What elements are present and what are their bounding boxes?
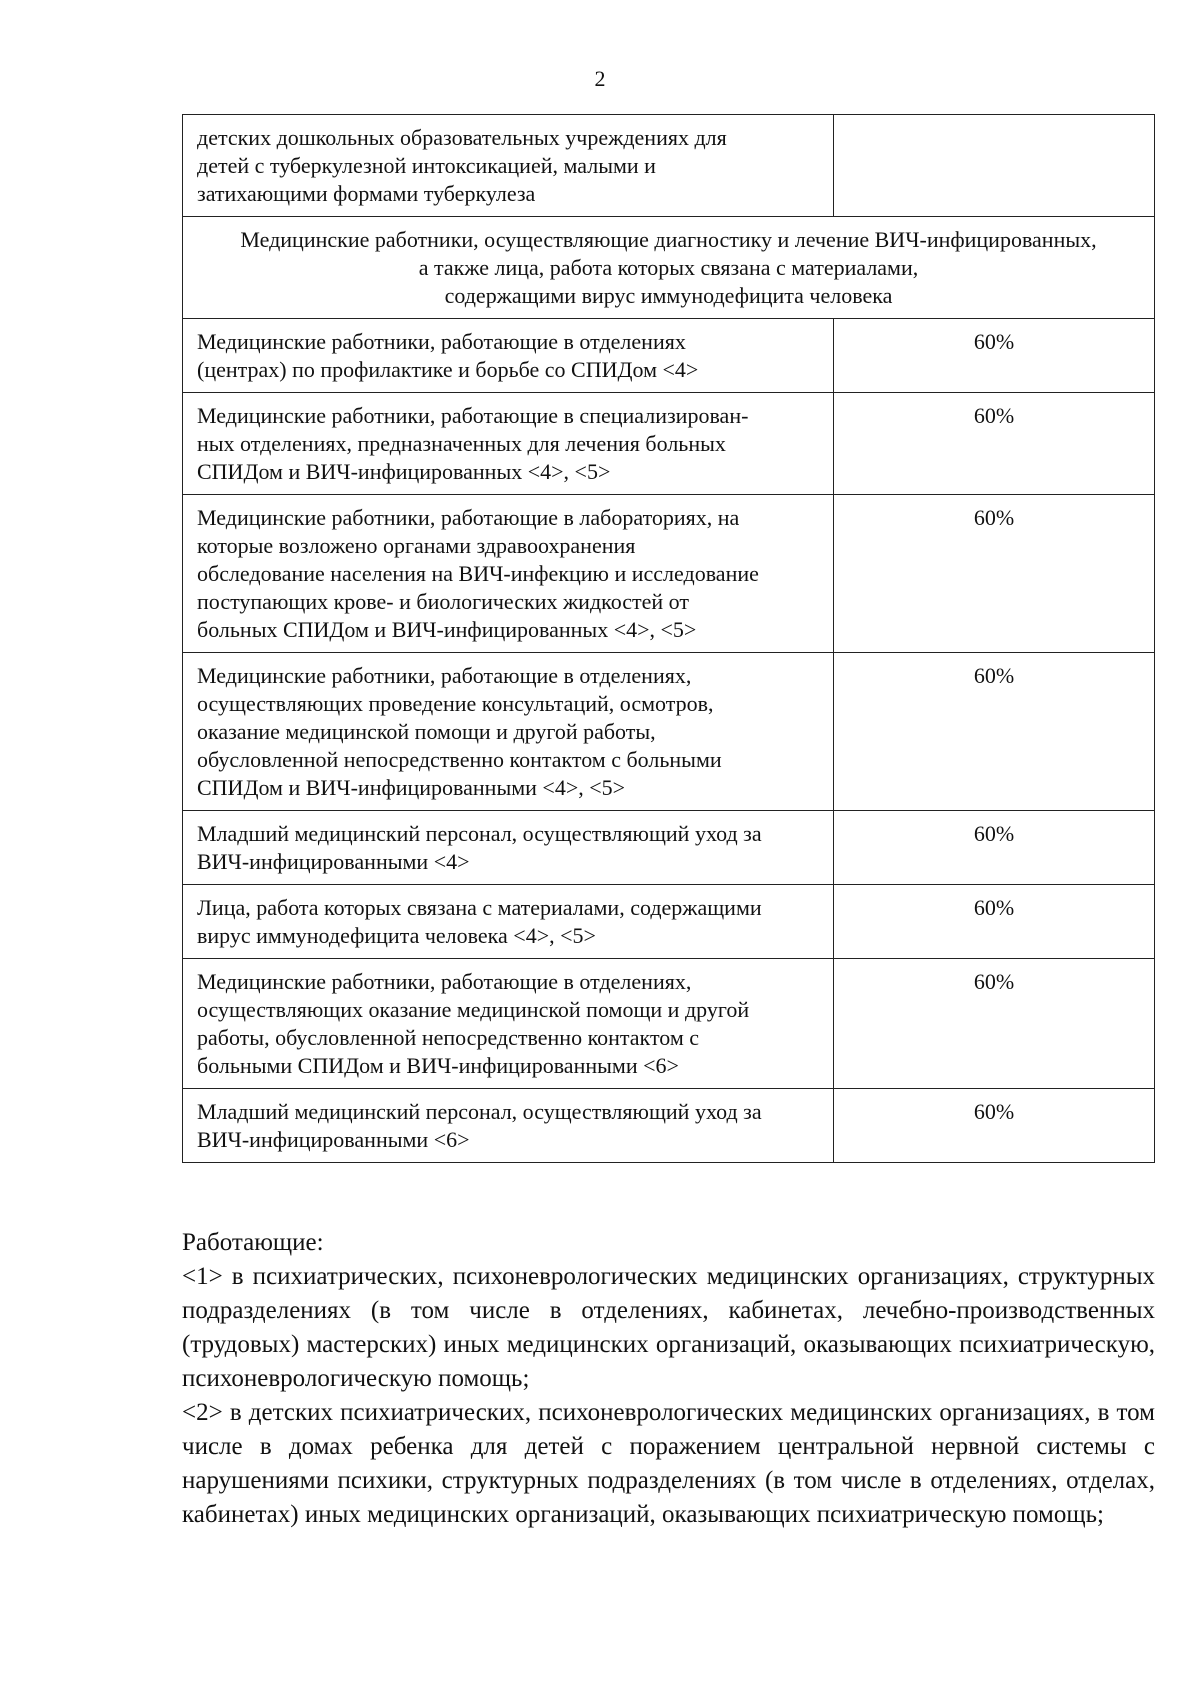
section-header-line: содержащими вирус иммунодефицита человека xyxy=(444,283,893,308)
cell-line: Младший медицинский персонал, осуществляющий уход за xyxy=(197,821,762,846)
table-row xyxy=(183,115,1155,217)
footnotes xyxy=(182,1226,1155,1532)
footnotes-heading: Работающие: xyxy=(182,1229,324,1256)
table-cell-value: 60% xyxy=(834,319,1155,393)
table-row xyxy=(183,319,1155,393)
cell-line: (центрах) по профилактике и борьбе со СПИДом <4> xyxy=(197,357,699,382)
cell-line: обследование населения на ВИЧ-инфекцию и исследование xyxy=(197,561,759,586)
section-header xyxy=(183,217,1155,319)
table-cell-description xyxy=(183,653,834,811)
table-cell-description xyxy=(183,115,834,217)
cell-line: больных СПИДом и ВИЧ-инфицированных <4>, <5> xyxy=(197,617,697,642)
cell-line: Медицинские работники, работающие в отделениях, xyxy=(197,969,692,994)
table-row xyxy=(183,885,1155,959)
table-cell-description xyxy=(183,1089,834,1163)
table-cell-value xyxy=(834,115,1155,217)
cell-line: Лица, работа которых связана с материалами, содержащими xyxy=(197,895,762,920)
cell-line: СПИДом и ВИЧ-инфицированных <4>, <5> xyxy=(197,459,611,484)
section-header-line: а также лица, работа которых связана с материалами, xyxy=(418,255,919,280)
cell-line: осуществляющих проведение консультаций, осмотров, xyxy=(197,691,714,716)
cell-line: затихающими формами туберкулеза xyxy=(197,181,536,206)
cell-line: Младший медицинский персонал, осуществляющий уход за xyxy=(197,1099,762,1124)
table-row xyxy=(183,495,1155,653)
table-cell-value: 60% xyxy=(834,393,1155,495)
cell-line: которые возложено органами здравоохранения xyxy=(197,533,636,558)
table-row xyxy=(183,959,1155,1089)
cell-line: осуществляющих оказание медицинской помощи и другой xyxy=(197,997,750,1022)
page-number: 2 xyxy=(594,66,606,91)
cell-line: детей с туберкулезной интоксикацией, малыми и xyxy=(197,153,656,178)
table-row xyxy=(183,393,1155,495)
cell-line: Медицинские работники, работающие в отделениях, xyxy=(197,663,692,688)
cell-line: СПИДом и ВИЧ-инфицированными <4>, <5> xyxy=(197,775,626,800)
footnote-item: <1> в психиатрических, психоневрологических медицинских организациях, структурных подразделениях (в том числе в отделениях, кабинетах, лечебно-производственных (трудовых) мастерских) иных медицинских организаций, оказывающих психиатрическую, психоневрологическую помощь; xyxy=(182,1263,1155,1392)
table-cell-value: 60% xyxy=(834,653,1155,811)
cell-line: детских дошкольных образовательных учреждениях для xyxy=(197,125,727,150)
cell-line: Медицинские работники, работающие в лабораториях, на xyxy=(197,505,740,530)
table-cell-value: 60% xyxy=(834,1089,1155,1163)
section-header-row xyxy=(183,217,1155,319)
table-cell-description xyxy=(183,495,834,653)
table-cell-description xyxy=(183,319,834,393)
section-header-line: Медицинские работники, осуществляющие диагностику и лечение ВИЧ-инфицированных, xyxy=(240,227,1097,252)
cell-line: работы, обусловленной непосредственно контактом с xyxy=(197,1025,700,1050)
table-cell-value: 60% xyxy=(834,495,1155,653)
table-cell-description xyxy=(183,393,834,495)
table-cell-description xyxy=(183,959,834,1089)
table-row xyxy=(183,1089,1155,1163)
cell-line: ВИЧ-инфицированными <4> xyxy=(197,849,470,874)
allowance-table xyxy=(182,114,1155,1163)
cell-line: обусловленной непосредственно контактом с больными xyxy=(197,747,722,772)
table-cell-value: 60% xyxy=(834,885,1155,959)
footnote-item: <2> в детских психиатрических, психоневрологических медицинских организациях, в том числе в домах ребенка для детей с поражением центральной нервной системы с нарушениями психики, структурных подразделениях (в том числе в отделениях, отделах, кабинетах) иных медицинских организаций, оказывающих психиатрическую помощь; xyxy=(182,1399,1155,1528)
cell-line: больными СПИДом и ВИЧ-инфицированными <6> xyxy=(197,1053,679,1078)
cell-line: Медицинские работники, работающие в отделениях xyxy=(197,329,686,354)
table-cell-description xyxy=(183,811,834,885)
table-cell-description xyxy=(183,885,834,959)
cell-line: ных отделениях, предназначенных для лечения больных xyxy=(197,431,726,456)
cell-line: оказание медицинской помощи и другой работы, xyxy=(197,719,656,744)
cell-line: Медицинские работники, работающие в специализирован- xyxy=(197,403,749,428)
cell-line: ВИЧ-инфицированными <6> xyxy=(197,1127,470,1152)
table-row xyxy=(183,653,1155,811)
table-cell-value: 60% xyxy=(834,959,1155,1089)
table-row xyxy=(183,811,1155,885)
cell-line: поступающих крове- и биологических жидкостей от xyxy=(197,589,689,614)
cell-line: вирус иммунодефицита человека <4>, <5> xyxy=(197,923,596,948)
table-cell-value: 60% xyxy=(834,811,1155,885)
